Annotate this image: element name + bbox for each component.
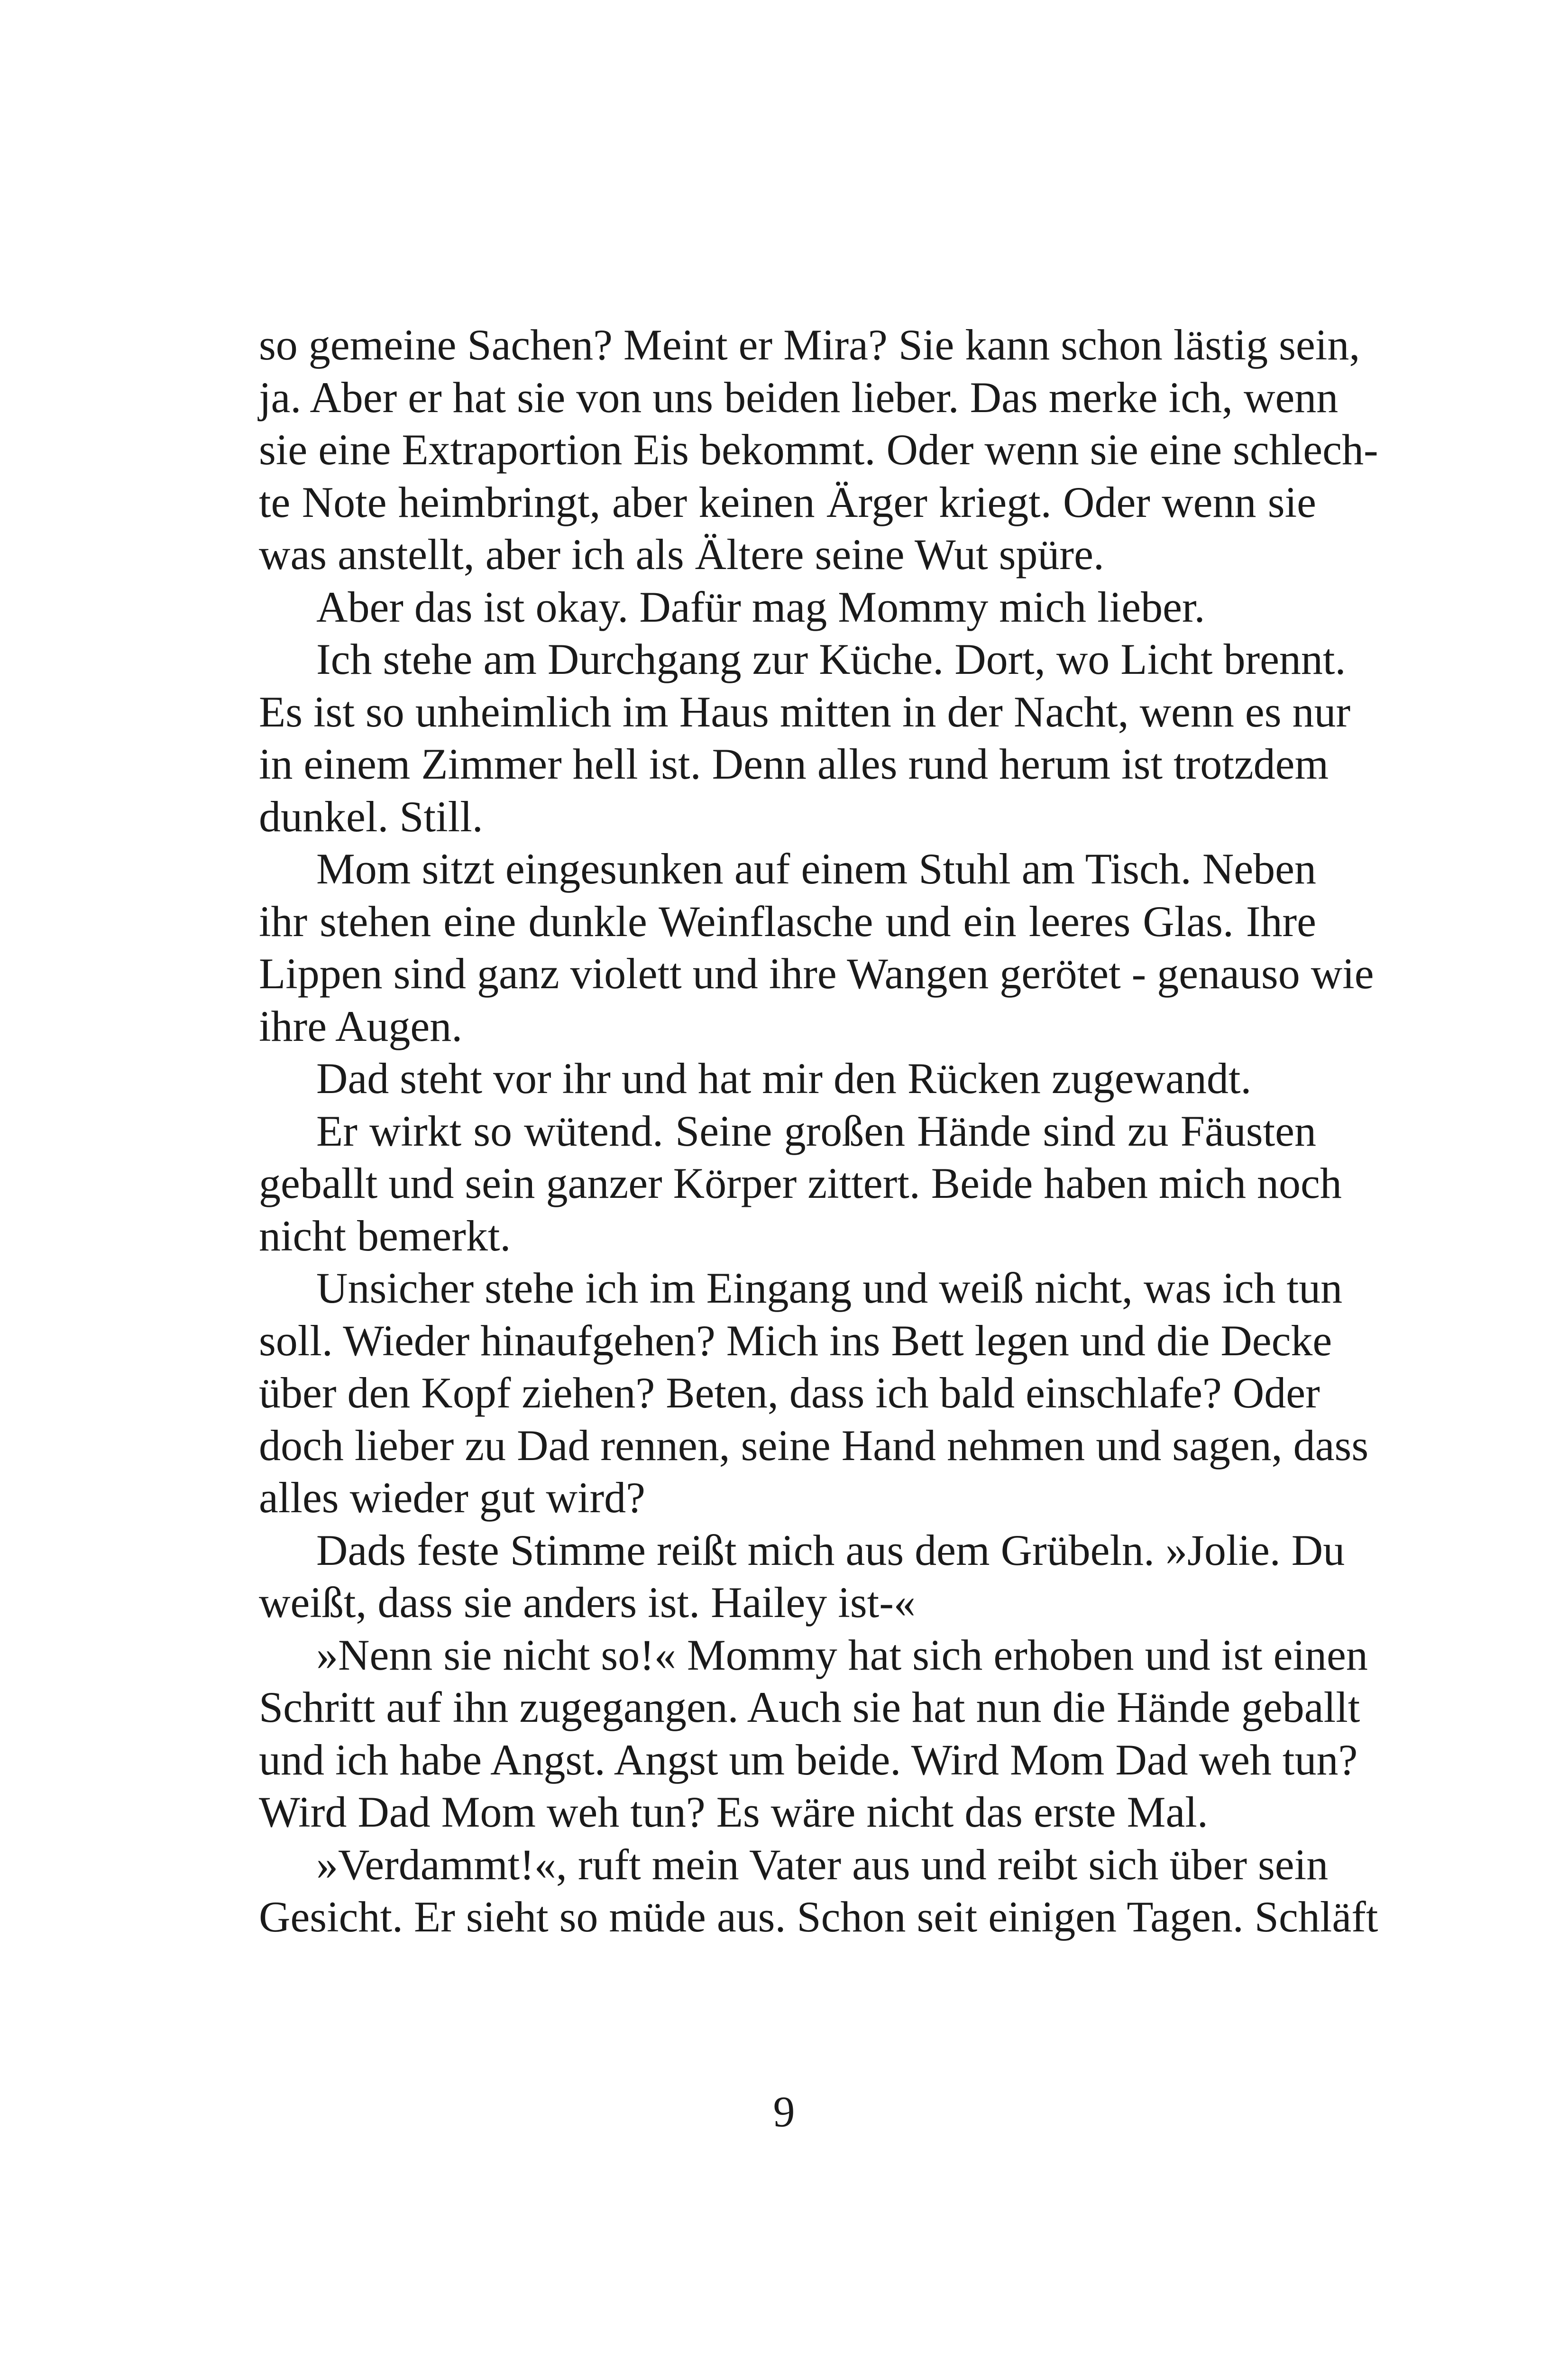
text-line: Schritt auf ihn zugegangen. Auch sie hat nun die Hände geballt (259, 1683, 1360, 1731)
text-line: Lippen sind ganz violett und ihre Wangen gerötet - genauso wie (259, 949, 1374, 998)
text-line: Er wirkt so wütend. Seine großen Hände sind zu Fäusten (316, 1106, 1316, 1155)
text-line: Aber das ist okay. Dafür mag Mommy mich lieber. (316, 582, 1205, 631)
body-text (259, 319, 1378, 1943)
text-line: Mom sitzt eingesunken auf einem Stuhl am Tisch. Neben (316, 845, 1316, 893)
text-line: ja. Aber er hat sie von uns beiden lieber. Das merke ich, wenn (259, 373, 1339, 422)
text-line: und ich habe Angst. Angst um beide. Wird Mom Dad weh tun? (259, 1735, 1358, 1784)
page-number: 9 (773, 2087, 795, 2136)
text-line: Unsicher stehe ich im Eingang und weiß nicht, was ich tun (316, 1264, 1343, 1312)
text-line: soll. Wieder hinaufgehen? Mich ins Bett legen und die Decke (259, 1316, 1332, 1365)
text-line: Ich stehe am Durchgang zur Küche. Dort, wo Licht brennt. (316, 635, 1346, 683)
text-line: sie eine Extraportion Eis bekommt. Oder wenn sie eine schlech- (259, 425, 1378, 474)
text-line: geballt und sein ganzer Körper zittert. Beide haben mich noch (259, 1159, 1342, 1207)
text-line: über den Kopf ziehen? Beten, dass ich bald einschlafe? Oder (259, 1369, 1320, 1417)
text-line: in einem Zimmer hell ist. Denn alles rund herum ist trotzdem (259, 740, 1329, 788)
text-line: »Verdammt!«, ruft mein Vater aus und reibt sich über sein (316, 1840, 1329, 1889)
text-line: Wird Dad Mom weh tun? Es wäre nicht das erste Mal. (259, 1788, 1208, 1836)
text-line: »Nenn sie nicht so!« Mommy hat sich erhoben und ist einen (316, 1630, 1368, 1679)
text-line: ihre Augen. (259, 1002, 463, 1050)
text-line: te Note heimbringt, aber keinen Ärger kriegt. Oder wenn sie (259, 478, 1316, 526)
text-line: Es ist so unheimlich im Haus mitten in der Nacht, wenn es nur (259, 687, 1351, 736)
text-line: nicht bemerkt. (259, 1211, 511, 1260)
text-line: was anstellt, aber ich als Ältere seine Wut spüre. (259, 530, 1104, 579)
text-line: Dads feste Stimme reißt mich aus dem Grübeln. »Jolie. Du (316, 1526, 1345, 1574)
text-line: ihr stehen eine dunkle Weinflasche und ein leeres Glas. Ihre (259, 897, 1316, 946)
text-line: so gemeine Sachen? Meint er Mira? Sie kann schon lästig sein, (259, 321, 1360, 369)
text-line: weißt, dass sie anders ist. Hailey ist-« (259, 1578, 916, 1627)
text-line: alles wieder gut wird? (259, 1473, 645, 1522)
text-line: Dad steht vor ihr und hat mir den Rücken zugewandt. (316, 1054, 1252, 1103)
text-line: dunkel. Still. (259, 792, 483, 841)
text-line: Gesicht. Er sieht so müde aus. Schon seit einigen Tagen. Schläft (259, 1893, 1378, 1941)
text-line: doch lieber zu Dad rennen, seine Hand nehmen und sagen, dass (259, 1421, 1369, 1470)
